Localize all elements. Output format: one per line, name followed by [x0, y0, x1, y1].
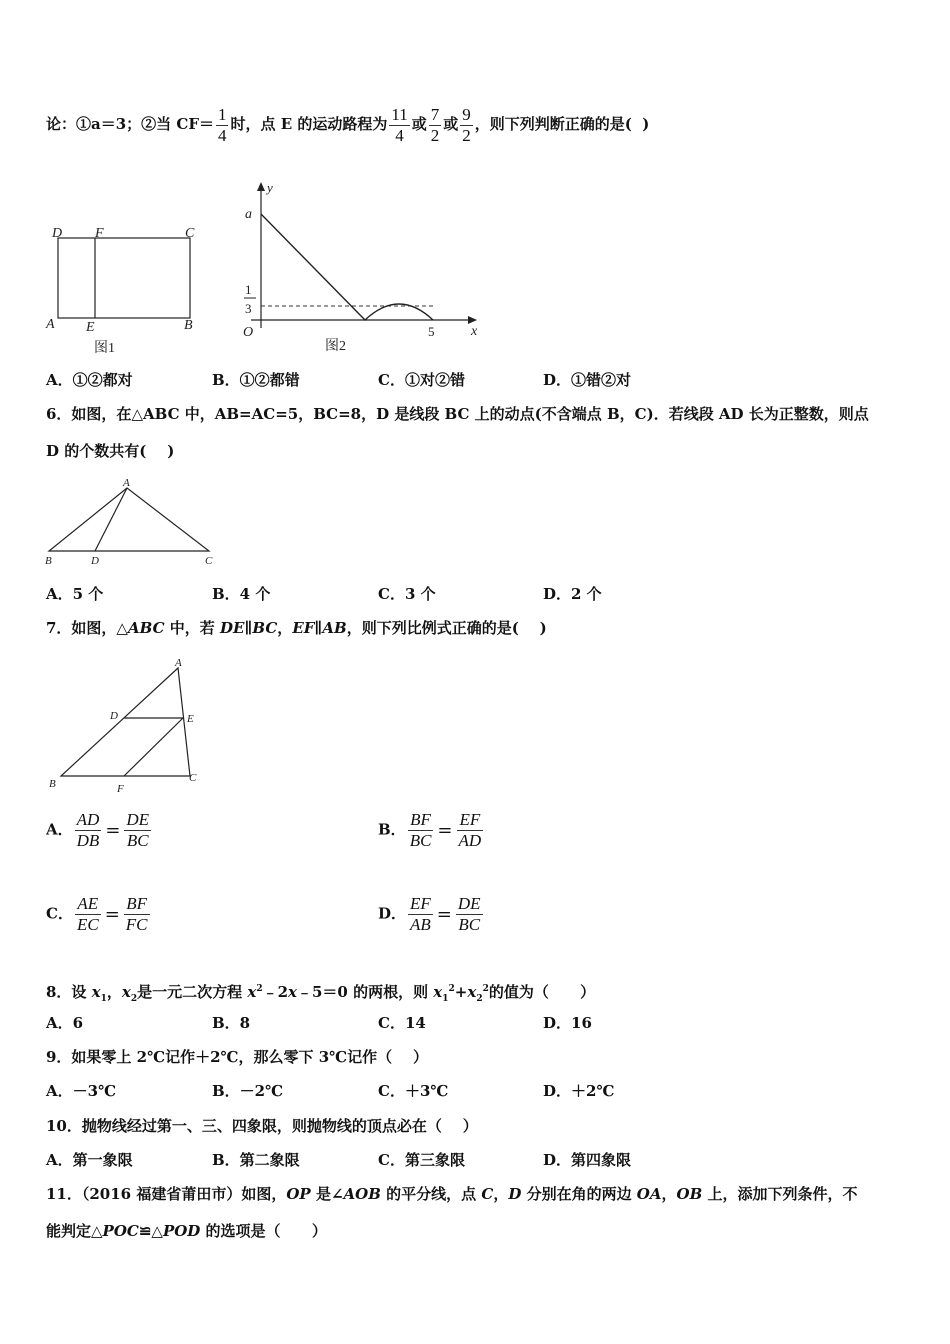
equals-sign: = — [437, 819, 453, 841]
superscript: 2 — [448, 984, 455, 994]
fraction-right — [456, 894, 483, 935]
label-d: D — [110, 710, 118, 722]
frac-num: 7 — [430, 104, 440, 124]
q8-option-d[interactable]: D．16 — [543, 1014, 592, 1032]
text-italic: BC — [252, 619, 278, 637]
text: ∥ — [244, 619, 253, 637]
frac-den: AB — [410, 915, 431, 934]
label-three: 3 — [245, 301, 252, 316]
frac-num: EF — [410, 894, 431, 913]
q5-stem-c: ，则下列判断正确的是( ) — [474, 115, 650, 133]
caption-fig1: 图1 — [94, 341, 115, 356]
fraction-left — [408, 894, 433, 935]
label-a: A — [46, 317, 55, 332]
q7-figure — [40, 654, 215, 799]
q9-stem: 9．如果零上 2℃记作＋2℃，那么零下 3℃记作（ ） — [46, 1048, 429, 1066]
text-italic: C — [481, 1185, 494, 1203]
text: ， — [661, 1185, 677, 1203]
label-e: E — [187, 713, 194, 725]
q5-stem — [46, 104, 649, 146]
label-c: C — [189, 772, 197, 784]
frac-num: BF — [124, 894, 150, 915]
text-italic: EF — [292, 619, 315, 637]
text: 是一元二次方程 — [137, 983, 248, 1001]
text-italic: OB — [676, 1185, 703, 1203]
equals-sign: = — [436, 903, 452, 925]
label-o: O — [243, 325, 254, 340]
frac-num: AD — [76, 810, 100, 829]
q8-stem — [46, 979, 595, 1009]
text: 分别在角的两边 — [521, 1185, 637, 1203]
frac-num: 1 — [217, 104, 227, 124]
subscript: 2 — [130, 994, 138, 1004]
triangle-abc — [61, 668, 190, 776]
q5-stem-a: 论：①a＝3；②当 CF＝ — [46, 115, 214, 133]
equals-sign: = — [105, 819, 121, 841]
caption-fig2: 图2 — [325, 339, 346, 354]
y-axis-arrow — [257, 182, 265, 191]
text: 的值为（ ） — [488, 983, 596, 1001]
superscript: 2 — [256, 984, 263, 994]
label-y: y — [267, 180, 273, 195]
text: ≌△ — [138, 1222, 163, 1240]
frac-den: 4 — [395, 125, 404, 145]
x-axis-arrow — [468, 316, 477, 324]
subscript: 1 — [100, 994, 107, 1004]
frac-num: AE — [75, 894, 101, 915]
text-italic: D — [508, 1185, 522, 1203]
option-label: C． — [46, 904, 73, 923]
q5-or-2: 或 — [443, 115, 459, 133]
frac-den: EC — [76, 915, 99, 934]
q5-stem-b: 时，点 E 的运动路程为 — [230, 115, 388, 133]
frac-num: 9 — [462, 104, 471, 124]
text: ， — [106, 983, 122, 1001]
option-label: D． — [378, 904, 407, 923]
label-e: E — [86, 320, 95, 335]
label-d: D — [52, 226, 63, 241]
frac-num: DE — [457, 894, 481, 913]
frac-den: BC — [409, 831, 432, 850]
label-f: F — [117, 783, 124, 795]
text: ﹣5＝0 的两根，则 — [296, 983, 434, 1001]
frac-den: 4 — [217, 125, 227, 145]
text: 能判定△ — [46, 1222, 103, 1240]
frac-den: BC — [458, 915, 481, 934]
text-italic: POD — [162, 1222, 201, 1240]
text: ，则下列比例式正确的是( ) — [346, 619, 547, 637]
frac-den: AD — [458, 831, 482, 850]
graph-curve — [261, 214, 433, 320]
q5-option-b[interactable]: B．①②都错 — [212, 371, 300, 389]
label-c: C — [185, 226, 195, 241]
text-italic: AOB — [343, 1185, 381, 1203]
label-a: A — [123, 478, 130, 489]
q5-frac-cf — [216, 105, 229, 146]
q6-option-c[interactable]: C．3 个 — [378, 585, 436, 603]
frac-num: EF — [457, 810, 484, 831]
frac-num: 11 — [391, 104, 408, 124]
q7-option-a[interactable] — [46, 810, 153, 851]
frac-num: DE — [126, 810, 150, 829]
q5-option-a[interactable]: A．①②都对 — [46, 371, 133, 389]
q8-option-b[interactable]: B．8 — [212, 1014, 251, 1032]
text: 11．（2016 福建省莆田市）如图， — [46, 1185, 287, 1203]
q8-option-c[interactable]: C．14 — [378, 1014, 426, 1032]
text: 7．如图，△ — [46, 619, 128, 637]
label-a: a — [245, 207, 252, 222]
q5-frac-9-2 — [460, 105, 473, 146]
q6-option-a[interactable]: A．5 个 — [46, 585, 104, 603]
q6-figure — [40, 478, 220, 570]
fraction-right — [124, 894, 150, 935]
var-x: x — [467, 983, 477, 1001]
q8-option-a[interactable]: A．6 — [46, 1014, 84, 1032]
text-italic: POC — [102, 1222, 139, 1240]
triangle-abc — [49, 488, 209, 551]
q6-option-d[interactable]: D．2 个 — [543, 585, 602, 603]
text: 的平分线，点 — [380, 1185, 482, 1203]
q9-option-a[interactable]: A．－3℃ — [46, 1082, 117, 1100]
q10-option-a[interactable]: A．第一象限 — [46, 1151, 133, 1169]
fraction-left — [75, 894, 101, 935]
q7-stem — [46, 618, 547, 638]
q5-frac-7-2 — [429, 105, 442, 146]
frac-den: BC — [126, 831, 149, 850]
q9-option-c[interactable]: C．＋3℃ — [378, 1082, 449, 1100]
q6-stem-line2: D 的个数共有( ) — [46, 442, 175, 460]
text: ﹣2 — [262, 983, 289, 1001]
superscript: 2 — [482, 984, 489, 994]
text: 的选项是（ ） — [200, 1222, 327, 1240]
label-c: C — [205, 555, 213, 567]
fraction-left — [75, 810, 102, 851]
frac-num: BF — [408, 810, 434, 831]
text: 8．设 — [46, 983, 92, 1001]
rectangle-abcd — [58, 238, 190, 318]
text-italic: DE — [219, 619, 245, 637]
q7-option-d[interactable] — [378, 894, 485, 935]
equals-sign: = — [104, 903, 120, 925]
text: 是∠ — [310, 1185, 344, 1203]
q10-option-c[interactable]: C．第三象限 — [378, 1151, 465, 1169]
label-x: x — [471, 324, 478, 339]
q9-option-b[interactable]: B．－2℃ — [212, 1082, 284, 1100]
text: ∥ — [314, 619, 323, 637]
q5-figure-2 — [235, 178, 495, 358]
frac-den: FC — [125, 915, 148, 934]
q6-option-b[interactable]: B．4 个 — [212, 585, 271, 603]
q5-frac-11-4 — [389, 105, 409, 146]
q10-option-d[interactable]: D．第四象限 — [543, 1151, 632, 1169]
text-italic: OP — [286, 1185, 311, 1203]
q10-stem: 10．抛物线经过第一、三、四象限，则抛物线的顶点必在（ ） — [46, 1117, 478, 1135]
frac-den: 2 — [430, 125, 440, 145]
q7-option-c[interactable] — [46, 894, 152, 935]
label-one: 1 — [245, 282, 252, 297]
option-label: A． — [46, 820, 73, 839]
q7-option-b[interactable] — [378, 810, 485, 851]
fraction-right — [457, 810, 484, 851]
fraction-right — [124, 810, 151, 851]
subscript: 1 — [442, 994, 449, 1004]
var-x: x — [121, 983, 131, 1001]
var-x: x — [247, 983, 257, 1001]
fraction-left — [408, 810, 434, 851]
q5-option-c[interactable]: C．①对②错 — [378, 371, 465, 389]
var-x: x — [433, 983, 443, 1001]
q5-or-1: 或 — [411, 115, 427, 133]
text: 上，添加下列条件，不 — [702, 1185, 858, 1203]
label-five: 5 — [428, 324, 435, 339]
q9-option-d[interactable]: D．＋2℃ — [543, 1082, 615, 1100]
q11-stem-line2 — [46, 1221, 327, 1241]
label-a: A — [175, 657, 182, 669]
label-b: B — [184, 318, 193, 333]
q11-stem-line1 — [46, 1184, 858, 1204]
text: 中，若 — [164, 619, 220, 637]
text-italic: AB — [322, 619, 347, 637]
subscript: 2 — [476, 994, 483, 1004]
label-b: B — [45, 555, 52, 567]
frac-den: DB — [76, 831, 100, 850]
frac-den: 2 — [462, 125, 471, 145]
label-d: D — [91, 555, 99, 567]
q5-option-d[interactable]: D．①错②对 — [543, 371, 632, 389]
text: + — [454, 983, 468, 1001]
label-f: F — [95, 226, 104, 241]
q5-figure-1 — [40, 220, 210, 360]
label-b: B — [49, 778, 56, 790]
text-italic: OA — [636, 1185, 662, 1203]
q10-option-b[interactable]: B．第二象限 — [212, 1151, 300, 1169]
var-x: x — [288, 983, 297, 1001]
text: ， — [493, 1185, 509, 1203]
text-italic: ABC — [127, 619, 165, 637]
segment-ad — [95, 488, 127, 551]
text: ， — [277, 619, 293, 637]
var-x: x — [91, 983, 101, 1001]
segment-ef — [124, 718, 183, 776]
q6-stem-line1: 6．如图，在△ABC 中，AB=AC=5，BC=8，D 是线段 BC 上的动点(不含端点 B，C)．若线段 AD 长为正整数，则点 — [46, 405, 869, 423]
option-label: B． — [378, 820, 406, 839]
